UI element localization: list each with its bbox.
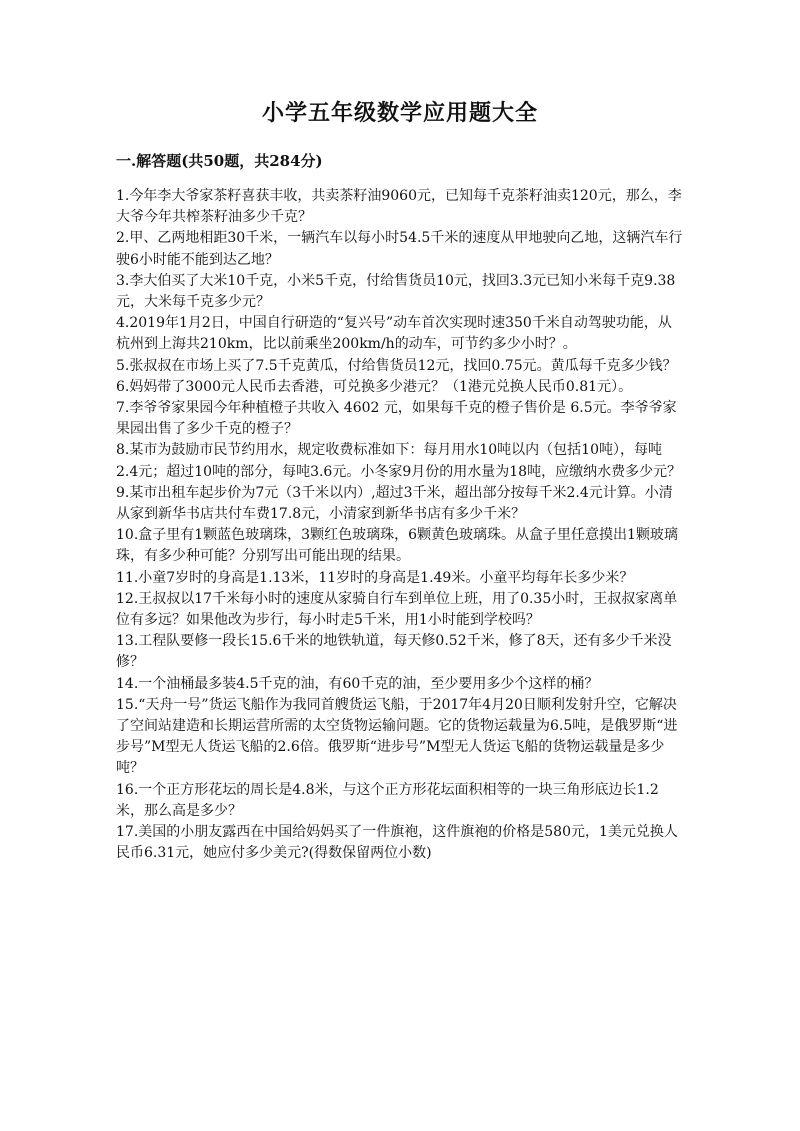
question-7: 7.李爷爷家果园今年种植橙子共收入 4602 元，如果每千克的橙子售价是 6.5元。李爷爷家果园出售了多少千克的橙子？: [116, 400, 677, 438]
question-1: 1.今年李大爷家茶籽喜获丰收，共卖茶籽油9060元，已知每千克茶籽油卖120元，那么，李大爷今年共榨茶籽油多少千克？: [116, 188, 682, 226]
question-11: 11.小童7岁时的身高是1.13米，11岁时的身高是1.49米。小童平均每年长多少米？: [116, 569, 634, 586]
question-8: 8.某市为鼓励市民节约用水，规定收费标准如下：每月用水10吨以内（包括10吨），每吨2.4元；超过10吨的部分，每吨3.6元。小冬家9月份的用水量为18吨，应缴纳水费多少元？: [116, 442, 682, 480]
question-10: 10.盒子里有1颗蓝色玻璃珠，3颗红色玻璃珠，6颗黄色玻璃珠。从盒子里任意摸出1颗玻璃珠，有多少种可能？分别写出可能出现的结果。: [116, 527, 678, 565]
question-list: [116, 186, 684, 865]
question-4: 4.2019年1月2日，中国自行研造的“复兴号”动车首次实现时速350千米自动驾驶功能，从杭州到上海共210km，比以前乘坐200km/h的动车，可节约多少小时？。: [116, 315, 672, 353]
section-heading: 一.解答题(共50题，共284分): [116, 152, 323, 170]
question-3: 3.李大伯买了大米10千克，小米5千克，付给售货员10元，找回3.3元已知小米每千克9.38元，大米每千克多少元？: [116, 272, 676, 311]
question-14: 14.一个油桶最多装4.5千克的油，有60千克的油，至少要用多少个这样的桶？: [116, 675, 599, 692]
question-16: 16.一个正方形花坛的周长是4.8米，与这个正方形花坛面积相等的一块三角形底边长1.2米，那么高是多少？: [116, 781, 659, 819]
question-12: 12.王叔叔以17千米每小时的速度从家骑自行车到单位上班，用了0.35小时，王叔叔家离单位有多远？如果他改为步行，每小时走5千米，用1小时能到学校吗？: [116, 590, 678, 629]
question-13: 13.工程队要修一段长15.6千米的地铁轨道，每天修0.52千米，修了8天，还有多少千米没修？: [116, 633, 672, 671]
question-2: 2.甲、乙两地相距30千米，一辆汽车以每小时54.5千米的速度从甲地驶向乙地，这辆汽车行驶6小时能不能到达乙地？: [116, 230, 683, 268]
page-title: 小学五年级数学应用题大全: [261, 100, 538, 126]
question-9: 9.某市出租车起步价为7元（3千米以内）,超过3千米，超出部分按每千米2.4元计算。小清从家到新华书店共付车费17.8元，小清家到新华书店有多少千米？: [116, 484, 673, 523]
question-6: 6.妈妈带了3000元人民币去香港，可兑换多少港元？（1港元兑换人民币0.81元）。: [116, 378, 633, 395]
question-5: 5.张叔叔在市场上买了7.5千克黄瓜，付给售货员12元，找回0.75元。黄瓜每千克多少钱？: [116, 357, 677, 374]
question-17: 17.美国的小朋友露西在中国给妈妈买了一件旗袍，这件旗袍的价格是580元，1美元兑换人民币6.31元，她应付多少美元?(得数保留两位小数): [116, 824, 678, 862]
question-15: 15.“天舟一号”货运飞船作为我同首艘货运飞船，于2017年4月20日顺利发射升空，它解决了空间站建造和长期运营所需的太空货物运输问题。它的货物运载量为6.5吨，是俄罗斯“进步号”M型无人货运飞船的2.6倍。俄罗斯“进步号”M型无人货运飞船的货物运载量是多少吨？: [116, 696, 678, 777]
